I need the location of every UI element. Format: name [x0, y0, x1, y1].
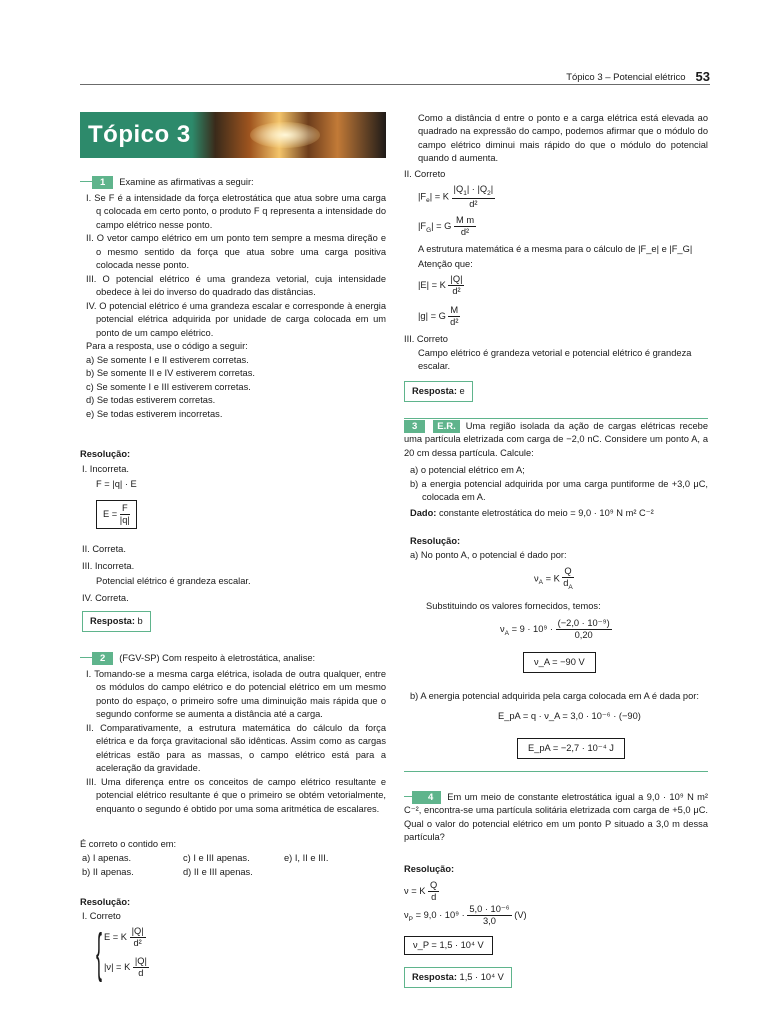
q2-resolution-label: Resolução: — [80, 897, 131, 907]
q3-res-b: b) A energia potencial adquirida pela carga colocada em A é dada por: — [410, 691, 699, 701]
q4-formula-v: ν = K $\frac{Q}{d}$ — [404, 880, 438, 903]
q2-formula-e: E = K $\frac{|Q|}{\text{d²}}$ — [104, 926, 144, 949]
q2-answer-box — [404, 381, 473, 402]
q1-option-d: d) Se todas estiverem corretas. — [86, 395, 216, 406]
q2-opt-a: a) I apenas. — [82, 853, 132, 863]
header-rule — [80, 84, 710, 85]
q2-number: 2 — [92, 652, 113, 665]
q1-number: 1 — [92, 176, 113, 189]
chapter-title: Tópico 3 – Potencial elétrico — [566, 72, 686, 83]
q1-statements — [86, 192, 386, 421]
q1-option-c: c) Se somente I e III estiverem corretas. — [86, 381, 251, 392]
q3-result-a-box — [523, 652, 596, 673]
q3-result-b: E_pA = −2,7 · 10⁻⁴ J — [528, 743, 614, 753]
q3-tag: E.R. — [431, 420, 459, 433]
q2-answer-value: e — [459, 386, 465, 396]
q2-prompt: (FGV-SP) Com respeito à eletrostática, analise: — [119, 653, 316, 663]
q2-formula-v: |ν| = K $\frac{|Q|}{d}$ — [104, 956, 147, 979]
q2-prompt-line — [92, 652, 386, 665]
q3-calc-b: E_pA = q · ν_A = 3,0 · 10⁻⁶ · (−90) — [498, 711, 641, 721]
q1-option-b: b) Se somente II e IV estiverem corretas. — [86, 368, 255, 379]
q2-formula-fg: $|F_G| = G$ $\frac{\text{M m}}{\text{d²}}$ — [418, 215, 475, 238]
q1-resolution-label: Resolução: — [80, 449, 131, 459]
q1-res-iii-note: Potencial elétrico é grandeza escalar. — [96, 576, 251, 586]
q4-answer-box — [404, 967, 512, 988]
q1-prompt-line — [92, 176, 386, 189]
q2-res-i: I. Correto — [82, 911, 121, 921]
q3-data-label: Dado: — [410, 508, 437, 518]
q1-prompt: Examine as afirmativas a seguir: — [119, 177, 254, 187]
q2-statement-1: I. Tomando-se a mesma carga elétrica, isolada de outra qualquer, entre os módulos do campo elétrico e do potencial elétrico em um mesmo ponto do espaço, o primeiro sofre uma diminuição mais rápida que o segundo conforme se aumenta a distância até a carga. — [86, 669, 386, 720]
q2-opt-d: d) II e III apenas. — [183, 867, 253, 877]
q4-prompt-block — [404, 791, 708, 845]
q2-res-iii-note: Campo elétrico é grandeza vetorial e potencial elétrico é grandeza escalar. — [418, 348, 692, 372]
topic-banner — [80, 112, 386, 158]
q4-answer-label: Resposta: — [412, 972, 457, 982]
q3-prompt-block — [404, 420, 708, 460]
q4-resolution-label: Resolução: — [404, 864, 455, 874]
q3-subst: Substituindo os valores fornecidos, temos: — [426, 601, 601, 611]
q1-code-intro: Para a resposta, use o código a seguir: — [86, 341, 248, 352]
q4-result-box — [404, 936, 493, 955]
q2-formula-gfield: |g| = G $\frac{M}{\text{d²}}$ — [418, 305, 459, 328]
q4-number: 4 — [412, 791, 441, 804]
q3-formula-subst: $\nu_A = 9 \cdot 10^9$ · $\frac{\text{(−2,0 · 10⁻⁹)}}{0,20}$ — [500, 618, 610, 641]
topic-title: Tópico 3 — [88, 121, 191, 148]
q1-res-ii: II. Correta. — [82, 544, 126, 554]
q4-answer-value: 1,5 · 10⁴ V — [459, 972, 504, 982]
banner-glow — [250, 122, 320, 148]
q2-structure-note: A estrutura matemática é a mesma para o cálculo de |F_e| e |F_G| — [418, 244, 693, 254]
q2-opt-c: c) I e III apenas. — [183, 853, 250, 863]
q2-opt-e: e) I, II e III. — [284, 853, 329, 863]
q4-result: ν_P = 1,5 · 10⁴ V — [413, 940, 484, 950]
q1-formula-box: E = $\frac{F}{|q|}$ — [96, 500, 137, 529]
q1-statement-1: I. Se F é a intensidade da força eletrostática que atua sobre uma carga q colocada em certo ponto, o produto F q representa a intensidade do campo elétrico nesse ponto. — [86, 193, 386, 230]
q3-result-b-box — [517, 738, 625, 759]
q2-statement-3: III. Uma diferença entre os conceitos de campo elétrico resultante e potencial elétrico resultante é que o primeiro se obtém vetorialmente, enquanto o segundo é obtido por uma soma aritmética de escalares. — [86, 776, 386, 814]
q3-data-text: constante eletrostática do meio = 9,0 · 10⁹ N m² C⁻² — [438, 508, 654, 518]
q2-statement-2: II. Comparativamente, a estrutura matemática do cálculo da força elétrica e da força gravitacional são idênticas. Assim como as cargas elétricas estão para as massas, o campo elétrico está para a aceleração da gravidade. — [86, 722, 386, 774]
q1-answer-box — [82, 611, 151, 632]
q2-brace: { — [96, 923, 103, 983]
q1-statement-4: IV. O potencial elétrico é uma grandeza escalar e corresponde à energia potencial elétrica adquirida por unidade de carga colocada em um ponto de um campo elétrico. — [86, 300, 386, 338]
q3-rule — [404, 418, 708, 419]
q4-formula-vp: $\nu_P = 9,0 \cdot 10^9$ · $\frac{\text{5,0 · 10⁻⁶}}{3,0}$ (V) — [404, 904, 527, 927]
q2-formula-efield: |E| = K $\frac{|Q|}{\text{d²}}$ — [418, 274, 463, 297]
q1-answer-label: Resposta: — [90, 616, 135, 626]
q1-statement-2: II. O vetor campo elétrico em um ponto tem sempre a mesma direção e o mesmo sentido da força que atua sobre uma carga positiva colocada nesse ponto. — [86, 233, 386, 271]
q1-res-i: I. Incorreta. — [82, 464, 130, 474]
q1-statement-3: III. O potencial elétrico é uma grandeza vetorial, cuja intensidade obedece à lei do inverso do quadrado das distâncias. — [86, 273, 386, 298]
q2-formula-fe: $|F_e| = K$ $\frac{|Q_1| \cdot |Q_2|}{\text{d²}}$ — [418, 184, 494, 209]
q2-continuation: Como a distância d entre o ponto e a carga elétrica está elevada ao quadrado na expressão do campo, podemos afirmar que o módulo do campo elétrico diminui mais rápido do que o módulo do potencial quando d aumenta. — [418, 113, 708, 164]
q2-attention: Atenção que: — [418, 259, 473, 269]
q2-question: É correto o contido em: — [80, 839, 177, 849]
q2-answer-label: Resposta: — [412, 386, 457, 396]
q1-res-iii: III. Incorreta. — [82, 561, 135, 571]
q3-number: 3 — [404, 420, 425, 433]
q3-end-rule — [404, 771, 708, 772]
page-number: 53 — [695, 69, 710, 84]
q3-data — [410, 507, 654, 520]
q1-res-iv: IV. Correta. — [82, 593, 129, 603]
q1-res-i-formula: F = |q| · E — [96, 479, 137, 489]
q2-res-iii: III. Correto — [404, 334, 448, 344]
q1-option-e: e) Se todas estiverem incorretas. — [86, 408, 223, 419]
q4-prompt: Em um meio de constante eletrostática igual a 9,0 · 10⁹ N m² C⁻², encontra-se uma partícula solitária eletrizada com carga de +5,0 μC. Qual o valor do potencial elétrico em um ponto P situado a 3,0 m dessa partícula? — [404, 792, 708, 843]
q2-statements — [86, 668, 386, 816]
q3-item-a: a) o potencial elétrico em A; — [410, 465, 525, 475]
q2-res-ii: II. Correto — [404, 169, 446, 179]
q3-formula-va: $\nu_A = K$ $\frac{Q}{d_A}$ — [534, 566, 573, 592]
q2-opt-b: b) II apenas. — [82, 867, 134, 877]
q3-result-a: ν_A = −90 V — [534, 657, 585, 667]
q1-answer-value: b — [137, 616, 143, 626]
q3-prompt: Uma região isolada da ação de cargas elétricas recebe uma partícula eletrizada com carga de −2,0 nC. Considere um ponto A, a 20 cm dessa partícula. Calcule: — [404, 421, 708, 458]
q3-item-b: b) a energia potencial adquirida por uma carga puntiforme de +3,0 μC, colocada em A. — [410, 479, 708, 503]
q1-option-a: a) Se somente I e II estiverem corretas. — [86, 354, 249, 365]
q3-resolution-label: Resolução: — [410, 536, 461, 546]
q3-res-a: a) No ponto A, o potencial é dado por: — [410, 550, 567, 560]
